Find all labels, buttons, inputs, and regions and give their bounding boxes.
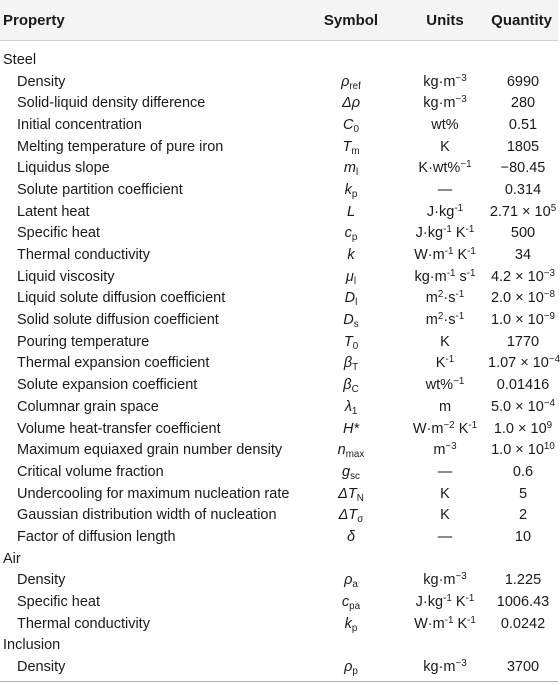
- unit-base: W·m: [414, 247, 445, 264]
- units-cell: [402, 421, 488, 437]
- quantity-value: 1.0 × 10: [493, 420, 547, 437]
- unit-exponent: 2: [437, 311, 444, 323]
- quantity-cell: [488, 572, 558, 588]
- quantity-exponent: −3: [543, 267, 556, 279]
- quantity-cell: [488, 182, 558, 198]
- quantity-value: 34: [514, 247, 532, 264]
- symbol-subscript: max: [345, 448, 365, 460]
- symbol-main: T: [343, 333, 353, 350]
- unit-base: —: [437, 463, 453, 480]
- quantity-cell: [488, 399, 558, 415]
- symbol-main: C: [343, 116, 354, 133]
- symbol-cell: [300, 74, 402, 90]
- units-cell: [402, 594, 488, 610]
- symbol-subscript: p: [351, 622, 358, 634]
- property-cell: Undercooling for maximum nucleation rate: [17, 485, 290, 502]
- unit-exponent: -1: [444, 246, 454, 258]
- quantity-exponent: −4: [548, 354, 560, 366]
- quantity-cell: [488, 355, 558, 371]
- symbol-main: k: [344, 181, 352, 198]
- section-title: Inclusion: [3, 637, 61, 654]
- property-cell: Liquid viscosity: [17, 268, 115, 285]
- quantity-value: 280: [510, 95, 536, 112]
- quantity-exponent: −4: [543, 397, 556, 409]
- unit-base: K: [440, 138, 450, 155]
- units-cell: [402, 334, 488, 350]
- unit-exponent: −2: [443, 419, 455, 431]
- unit-base: m: [425, 290, 438, 307]
- symbol-cell: [300, 247, 402, 263]
- symbol-subscript: m: [351, 145, 360, 157]
- quantity-value: 5.0 × 10: [490, 398, 544, 415]
- unit-base: m: [425, 312, 438, 329]
- quantity-value: 1.0 × 10: [491, 442, 544, 459]
- quantity-cell: [488, 486, 558, 502]
- symbol-subscript: l: [353, 275, 357, 287]
- unit-base: J·kg: [426, 203, 455, 220]
- symbol-cell: [300, 355, 402, 374]
- property-cell: Melting temperature of pure iron: [17, 138, 224, 155]
- symbol-main: k: [344, 615, 352, 632]
- property-cell: Liquidus slope: [17, 160, 110, 177]
- symbol-main: n: [337, 442, 346, 459]
- quantity-value: 0.01416: [496, 377, 550, 394]
- table-row: [0, 114, 558, 136]
- units-cell: [402, 442, 488, 458]
- table-row: [0, 309, 558, 331]
- units-cell: [402, 572, 488, 588]
- units-cell: [402, 139, 488, 155]
- symbol-subscript: s: [353, 318, 359, 330]
- symbol-cell: [300, 95, 402, 111]
- unit-second-exponent: -1: [465, 593, 475, 605]
- quantity-cell: [488, 225, 558, 241]
- symbol-cell: [300, 139, 402, 155]
- quantity-exponent: 10: [543, 441, 555, 453]
- symbol-cell: [300, 594, 402, 610]
- symbol-subscript: p: [352, 665, 358, 677]
- quantity-cell: [488, 74, 558, 90]
- unit-base: W·m: [414, 615, 445, 632]
- quantity-cell: [488, 442, 558, 458]
- unit-exponent: −3: [455, 658, 467, 670]
- unit-base: kg·m: [423, 95, 456, 112]
- symbol-main: D: [343, 312, 354, 329]
- unit-exponent: -1: [454, 202, 464, 214]
- units-cell: [402, 95, 488, 111]
- property-cell: Volume heat-transfer coefficient: [17, 420, 221, 437]
- table-row: [0, 526, 558, 548]
- property-cell: Factor of diffusion length: [17, 528, 176, 545]
- unit-second-exponent: -1: [455, 311, 465, 323]
- symbol-cell: [300, 269, 402, 285]
- units-cell: [402, 464, 488, 480]
- quantity-value: 2: [518, 507, 528, 524]
- quantity-cell: [488, 529, 558, 545]
- symbol-main: ΔT: [338, 485, 357, 502]
- table-body: [0, 41, 558, 678]
- symbol-subscript: l: [355, 167, 359, 179]
- quantity-value: 6990: [506, 73, 540, 90]
- symbol-subscript: l: [355, 297, 358, 309]
- unit-second-exponent: -1: [465, 224, 475, 236]
- symbol-cell: [300, 312, 402, 328]
- symbol-subscript: p: [351, 188, 358, 200]
- quantity-cell: [488, 616, 558, 632]
- section-row: [0, 548, 558, 570]
- unit-base: J·kg: [415, 225, 444, 242]
- quantity-value: 0.6: [512, 463, 534, 480]
- symbol-main: ρ: [344, 572, 353, 589]
- table-row: [0, 591, 558, 613]
- unit-second: K: [453, 247, 468, 264]
- property-cell: Gaussian distribution width of nucleation: [17, 507, 277, 524]
- quantity-value: 2.0 × 10: [490, 290, 544, 307]
- section-title: Air: [3, 550, 21, 567]
- unit-second: K: [451, 225, 466, 242]
- unit-second: K: [454, 420, 469, 437]
- unit-base: K: [440, 507, 450, 524]
- units-cell: [402, 204, 488, 220]
- unit-base: K·wt%: [418, 160, 461, 177]
- section-row: [0, 635, 558, 657]
- unit-base: m: [438, 398, 452, 415]
- unit-exponent: -1: [443, 593, 452, 605]
- section-row: [0, 49, 558, 71]
- symbol-cell: [300, 659, 402, 675]
- property-cell: Specific heat: [17, 594, 101, 611]
- symbol-cell: [300, 399, 402, 415]
- property-cell: Columnar grain space: [17, 398, 159, 415]
- symbol-cell: [300, 486, 402, 502]
- unit-exponent: -1: [445, 354, 455, 366]
- quantity-cell: [488, 204, 558, 220]
- quantity-value: 0.314: [504, 181, 542, 198]
- quantity-value: 3700: [506, 659, 540, 676]
- quantity-exponent: −8: [543, 289, 556, 301]
- table-row: [0, 418, 558, 440]
- table-row: [0, 504, 558, 526]
- quantity-cell: [488, 160, 558, 176]
- unit-base: kg·m: [414, 268, 447, 285]
- unit-exponent: -1: [443, 224, 452, 236]
- unit-exponent: −3: [455, 571, 467, 583]
- table-row: [0, 244, 558, 266]
- property-cell: Maximum equiaxed grain number density: [17, 442, 283, 459]
- symbol-cell: [300, 182, 402, 198]
- quantity-value: 5: [518, 485, 528, 502]
- symbol-cell: [300, 160, 402, 179]
- header-symbol: Symbol: [323, 11, 379, 29]
- symbol-subscript: 0: [352, 340, 359, 352]
- symbol-subscript: pa: [349, 600, 361, 612]
- units-cell: [402, 399, 488, 415]
- symbol-main: ΔT: [338, 507, 358, 524]
- unit-exponent: 2: [437, 289, 444, 301]
- table-row: [0, 353, 558, 375]
- units-cell: [402, 507, 488, 523]
- units-cell: [402, 312, 488, 328]
- quantity-cell: [488, 247, 558, 263]
- symbol-cell: [300, 377, 402, 393]
- units-cell: [402, 225, 488, 241]
- property-cell: Latent heat: [17, 203, 90, 220]
- unit-second-exponent: -1: [468, 419, 478, 431]
- symbol-cell: [300, 421, 402, 437]
- symbol-main: δ: [346, 528, 356, 545]
- symbol-subscript: T: [352, 362, 359, 374]
- unit-second: ·s: [443, 290, 456, 307]
- table-row: [0, 92, 558, 114]
- symbol-cell: [300, 572, 402, 591]
- symbol-main: ρ: [341, 73, 350, 90]
- unit-exponent: -1: [444, 614, 454, 626]
- symbol-cell: [300, 529, 402, 545]
- symbol-main: ρ: [344, 659, 353, 676]
- unit-exponent: −3: [445, 441, 457, 453]
- unit-base: —: [437, 528, 453, 545]
- unit-base: K: [440, 333, 450, 350]
- symbol-main: c: [341, 594, 350, 611]
- unit-base: W·m: [412, 420, 444, 437]
- symbol-cell: [300, 464, 402, 480]
- table-header: [0, 0, 558, 41]
- table-row: [0, 331, 558, 353]
- property-cell: Solute expansion coefficient: [17, 377, 198, 394]
- units-cell: [402, 74, 488, 90]
- units-cell: [402, 355, 488, 371]
- symbol-subscript: N: [356, 492, 364, 504]
- quantity-value: 4.2 × 10: [490, 268, 544, 285]
- symbol-cell: [300, 225, 402, 244]
- table-row: [0, 157, 558, 179]
- table-row: [0, 570, 558, 592]
- unit-base: kg·m: [423, 572, 456, 589]
- units-cell: [402, 377, 488, 393]
- symbol-subscript: C: [351, 383, 359, 395]
- units-cell: [402, 290, 488, 306]
- unit-base: J·kg: [415, 594, 444, 611]
- quantity-value: 1770: [506, 333, 540, 350]
- property-cell: Initial concentration: [17, 116, 142, 133]
- quantity-cell: [488, 507, 558, 523]
- symbol-main: μ: [345, 268, 354, 285]
- quantity-value: 500: [510, 225, 536, 242]
- unit-second: ·s: [443, 312, 456, 329]
- symbol-cell: [300, 507, 402, 526]
- unit-base: kg·m: [423, 659, 456, 676]
- quantity-value: 10: [514, 528, 532, 545]
- property-cell: Thermal conductivity: [17, 247, 150, 264]
- quantity-cell: [488, 334, 558, 350]
- symbol-main: D: [344, 290, 356, 307]
- quantity-cell: [488, 594, 558, 610]
- unit-exponent: -1: [446, 267, 456, 279]
- quantity-value: 0.0242: [500, 615, 546, 632]
- symbol-main: L: [346, 203, 356, 220]
- table-row: [0, 71, 558, 93]
- unit-second-exponent: -1: [466, 267, 476, 279]
- quantity-cell: [488, 269, 558, 285]
- symbol-main: Δρ: [341, 95, 361, 112]
- property-cell: Thermal conductivity: [17, 615, 150, 632]
- symbol-main: T: [342, 138, 352, 155]
- property-cell: Density: [17, 572, 66, 589]
- quantity-cell: [488, 464, 558, 480]
- symbol-main: g: [342, 463, 351, 480]
- symbol-subscript: ref: [349, 80, 361, 92]
- quantity-exponent: 5: [550, 202, 557, 214]
- quantity-cell: [488, 312, 558, 328]
- symbol-subscript: σ: [357, 514, 364, 526]
- quantity-value: 1805: [506, 138, 540, 155]
- property-cell: Specific heat: [17, 225, 101, 242]
- unit-base: kg·m: [423, 73, 456, 90]
- header-property: Property: [3, 11, 65, 29]
- property-cell: Density: [17, 73, 66, 90]
- units-cell: [402, 247, 488, 263]
- property-cell: Pouring temperature: [17, 333, 150, 350]
- quantity-value: 1.0 × 10: [490, 312, 544, 329]
- units-cell: [402, 182, 488, 198]
- quantity-value: 2.71 × 10: [489, 203, 551, 220]
- unit-base: wt%: [431, 116, 459, 133]
- quantity-exponent: 9: [546, 419, 553, 431]
- table-row: [0, 396, 558, 418]
- section-title: Steel: [3, 51, 37, 68]
- quantity-value: −80.45: [500, 160, 546, 177]
- symbol-cell: [300, 334, 402, 350]
- symbol-main: β: [343, 355, 353, 372]
- property-cell: Solid-liquid density difference: [17, 95, 206, 112]
- table-row: [0, 288, 558, 310]
- unit-exponent: −1: [453, 376, 465, 388]
- unit-second: K: [453, 615, 468, 632]
- quantity-value: 1.07 × 10: [488, 355, 549, 372]
- unit-base: —: [437, 181, 453, 198]
- quantity-value: 1.225: [504, 572, 542, 589]
- quantity-value: 1006.43: [496, 594, 550, 611]
- quantity-cell: [488, 117, 558, 133]
- symbol-main: H*: [342, 420, 360, 437]
- unit-second-exponent: -1: [467, 614, 476, 626]
- table-row: [0, 266, 558, 288]
- property-cell: Solute partition coefficient: [17, 181, 183, 198]
- quantity-exponent: −9: [543, 311, 556, 323]
- table-row: [0, 374, 558, 396]
- quantity-cell: [488, 95, 558, 111]
- table-row: [0, 136, 558, 158]
- units-cell: [402, 529, 488, 545]
- quantity-cell: [488, 290, 558, 306]
- unit-exponent: −3: [455, 94, 467, 106]
- units-cell: [402, 616, 488, 632]
- symbol-cell: [300, 204, 402, 220]
- table-row: [0, 656, 558, 678]
- header-units: Units: [426, 11, 464, 29]
- symbol-subscript: 0: [353, 123, 359, 135]
- unit-second: s: [455, 268, 467, 285]
- table-row: [0, 483, 558, 505]
- table-row: [0, 179, 558, 201]
- table-row: [0, 223, 558, 245]
- header-quantity: Quantity: [491, 11, 552, 29]
- units-cell: [402, 486, 488, 502]
- quantity-cell: [488, 421, 558, 437]
- table-row: [0, 201, 558, 223]
- symbol-cell: [300, 290, 402, 309]
- units-cell: [402, 659, 488, 675]
- unit-base: K: [435, 355, 446, 372]
- unit-base: m: [433, 442, 446, 459]
- symbol-subscript: 1: [351, 405, 358, 417]
- symbol-subscript: p: [351, 232, 358, 244]
- symbol-subscript: sc: [350, 470, 360, 482]
- symbol-main: c: [344, 225, 352, 242]
- unit-second-exponent: -1: [467, 246, 476, 258]
- units-cell: [402, 269, 488, 285]
- table-bottom-rule: [0, 681, 558, 682]
- units-cell: [402, 117, 488, 133]
- unit-second: K: [451, 594, 466, 611]
- unit-exponent: −1: [460, 159, 472, 171]
- unit-base: K: [440, 485, 450, 502]
- property-cell: Critical volume fraction: [17, 463, 164, 480]
- symbol-subscript: a: [352, 579, 358, 591]
- property-cell: Liquid solute diffusion coefficient: [17, 290, 226, 307]
- property-cell: Density: [17, 659, 66, 676]
- property-cell: Solid solute diffusion coefficient: [17, 312, 219, 329]
- quantity-cell: [488, 139, 558, 155]
- property-cell: Thermal expansion coefficient: [17, 355, 210, 372]
- quantity-cell: [488, 377, 558, 393]
- table-row: [0, 439, 558, 461]
- symbol-main: k: [347, 247, 355, 264]
- unit-second-exponent: -1: [455, 289, 465, 301]
- symbol-main: λ: [344, 398, 352, 415]
- symbol-cell: [300, 442, 402, 458]
- table-row: [0, 461, 558, 483]
- symbol-cell: [300, 117, 402, 133]
- quantity-value: 0.51: [508, 116, 538, 133]
- symbol-main: β: [343, 377, 352, 394]
- unit-base: wt%: [425, 377, 454, 394]
- units-cell: [402, 160, 488, 176]
- unit-exponent: −3: [455, 72, 467, 84]
- quantity-cell: [488, 659, 558, 675]
- symbol-main: m: [343, 160, 356, 177]
- symbol-cell: [300, 616, 402, 632]
- table-row: [0, 613, 558, 635]
